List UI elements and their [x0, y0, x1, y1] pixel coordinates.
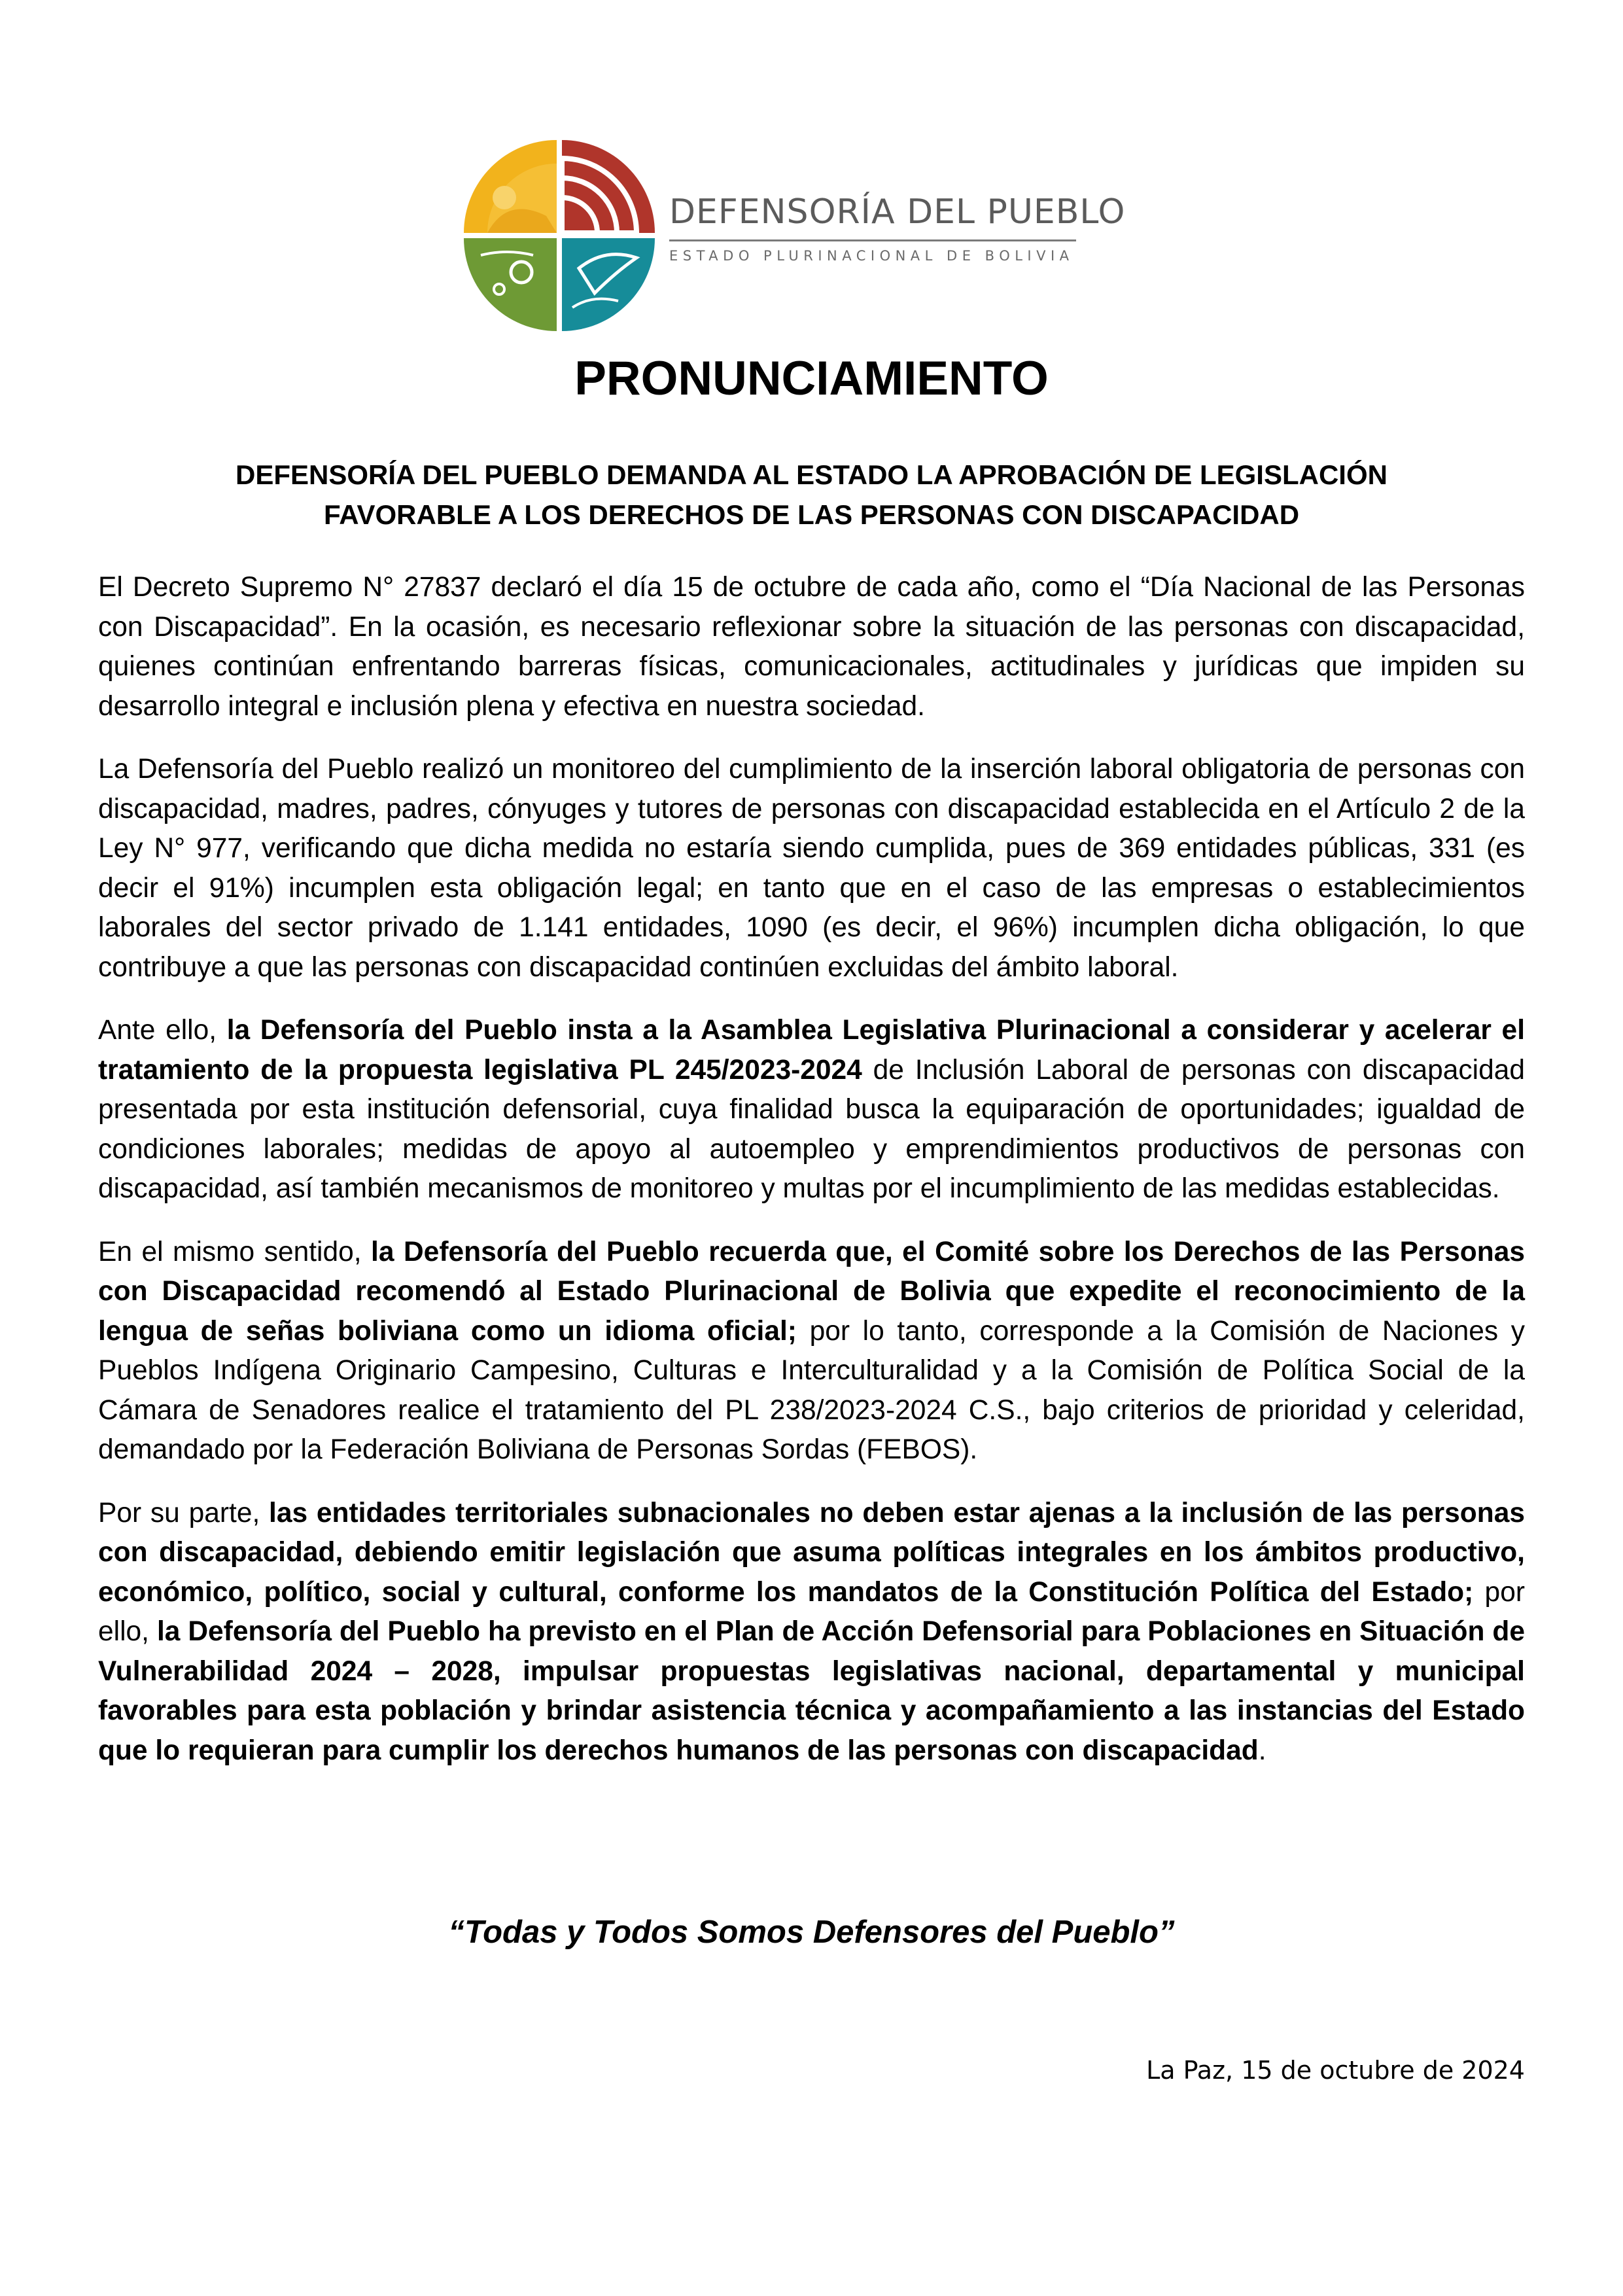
document-title: PRONUNCIAMIENTO — [574, 352, 1049, 405]
paragraph-5 — [98, 1494, 1525, 1771]
paragraph-3-rest: de Inclusión Laboral de personas con discapacidad presentada por esta institución defensorial, cuya finalidad busca la equiparación de oportunidades; igualdad de condiciones laborales; medidas de apoyo al autoempleo y emprendimientos productivos de personas con discapacidad, así también mecanismos de monitoreo y multas por el incumplimiento de las medidas establecidas. — [98, 1054, 1525, 1204]
paragraph-4-bold: la Defensoría del Pueblo recuerda que, el Comité sobre los Derechos de las Personas con Discapacidad recomendó al Estado Plurinacional de Bolivia que expedite el reconocimiento de la lengua de señas boliviana como un idioma oficial; — [98, 1236, 1525, 1347]
logo-name: DEFENSORÍA DEL PUEBLO — [669, 192, 1126, 232]
paragraph-5-bold-1: las entidades territoriales subnacionales no deben estar ajenas a la inclusión de las personas con discapacidad, debiendo emitir legislación que asuma políticas integrales en los ámbitos productivo, económico, político, social y cultural, conforme los mandatos de la Constitución Política del Estado; — [98, 1497, 1525, 1608]
paragraph-5-bold-2: la Defensoría del Pueblo ha previsto en el Plan de Acción Defensorial para Poblaciones en Situación de Vulnerabilidad 2024 – 2028, impulsar propuestas legislativas nacional, departamental y municipal favorables para esta población y brindar asistencia técnica y acompañamiento a las instancias del Estado que lo requieran para cumplir los derechos humanos de las personas con discapacidad — [98, 1616, 1525, 1766]
document-body — [98, 568, 1525, 1794]
document-subtitle — [118, 455, 1505, 535]
paragraph-2: La Defensoría del Pueblo realizó un monitoreo del cumplimiento de la inserción laboral obligatoria de personas con discapacidad, madres, padres, cónyuges y tutores de personas con discapacidad establecida en el Artículo 2 de la Ley N° 977, verificando que dicha medida no estaría siendo cumplida, pues de 369 entidades públicas, 331 (es decir el 91%) incumplen esta obligación legal; en tanto que en el caso de las empresas o establecimientos laborales del sector privado de 1.141 entidades, 1090 (es decir, el 96%) incumplen dicha obligación, lo que contribuye a que las personas con discapacidad continúen excluidas del ámbito laboral. — [98, 754, 1525, 983]
paragraph-3-intro: Ante ello, — [98, 1015, 227, 1046]
subtitle-line-2: FAVORABLE A LOS DERECHOS DE LAS PERSONAS CON DISCAPACIDAD — [323, 499, 1300, 530]
place-and-date: La Paz, 15 de octubre de 2024 — [1146, 2056, 1525, 2085]
paragraph-4 — [98, 1233, 1525, 1470]
logo-wordmark — [669, 192, 1126, 264]
paragraph-4-rest: por lo tanto, corresponde a la Comisión de Naciones y Pueblos Indígena Originario Campesino, Culturas e Interculturalidad y a la Comisión de Política Social de la Cámara de Senadores realice el tratamiento del PL 238/2023-2024 C.S., bajo criterios de prioridad y celeridad, demandado por la Federación Boliviana de Personas Sordas (FEBOS). — [98, 1315, 1525, 1465]
subtitle-line-1: DEFENSORÍA DEL PUEBLO DEMANDA AL ESTADO LA APROBACIÓN DE LEGISLACIÓN — [236, 459, 1387, 490]
paragraph-4-intro: En el mismo sentido, — [98, 1236, 372, 1267]
logo-subtitle: ESTADO PLURINACIONAL DE BOLIVIA — [669, 248, 1074, 264]
paragraph-5-mid: por ello, — [98, 1576, 1525, 1647]
paragraph-1: El Decreto Supremo N° 27837 declaró el día 15 de octubre de cada año, como el “Día Nacional de las Personas con Discapacidad”. En la ocasión, es necesario reflexionar sobre la situación de las personas con discapacidad, quienes continúan enfrentando barreras físicas, comunicacionales, actitudinales y jurídicas que impiden su desarrollo integral e inclusión plena y efectiva en nuestra sociedad. — [98, 572, 1525, 722]
institution-motto: “Todas y Todos Somos Defensores del Pueblo” — [448, 1915, 1175, 1950]
paragraph-5-end: . — [1258, 1735, 1266, 1766]
logo-emblem-icon — [461, 137, 657, 334]
paragraph-3 — [98, 1011, 1525, 1209]
paragraph-5-intro: Por su parte, — [98, 1497, 270, 1528]
institution-logo — [461, 137, 1126, 334]
logo-divider — [669, 239, 1076, 241]
paragraph-3-bold: la Defensoría del Pueblo insta a la Asamblea Legislativa Plurinacional a considerar y acelerar el tratamiento de la propuesta legislativa PL 245/2023-2024 — [98, 1015, 1526, 1086]
